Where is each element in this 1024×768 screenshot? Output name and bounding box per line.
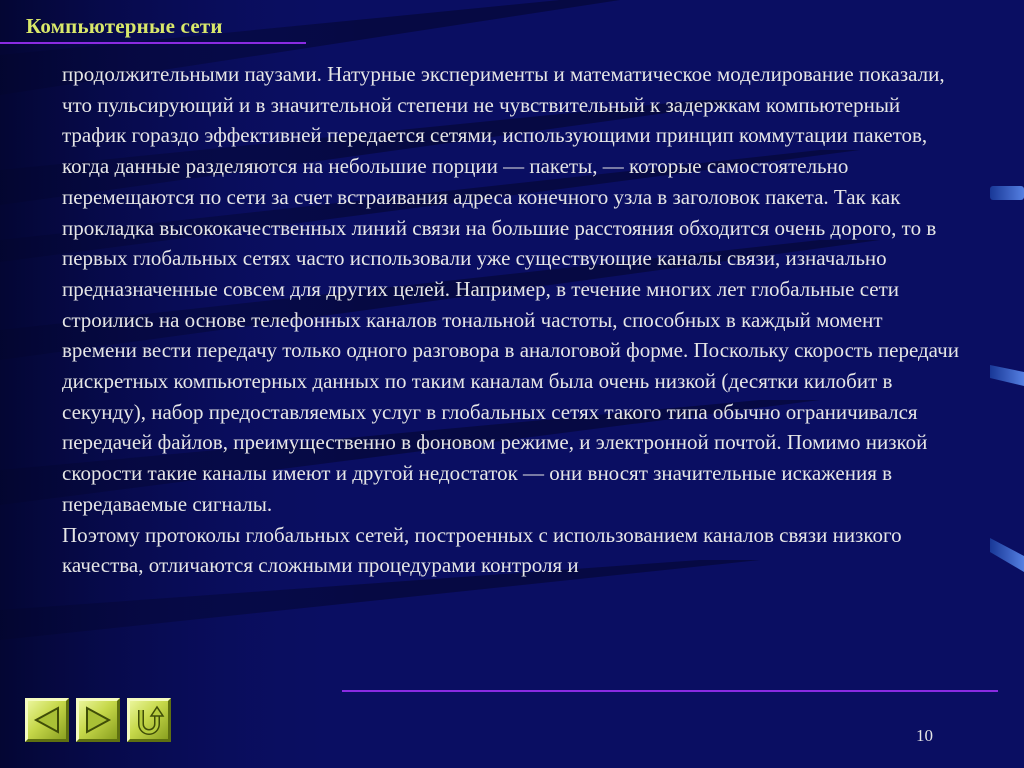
page-number: 10 [916, 726, 933, 745]
title-underline [0, 42, 306, 44]
triangle-right-icon [82, 704, 114, 736]
body-text [62, 59, 962, 581]
body-paragraph: продолжительными паузами. Натурные эксперименты и математическое моделирование показали, что пульсирующий и в значительной степени не чувствительный к задержкам компьютерный трафик гораздо эффективней передается сетями, использующими принцип коммутации пакетов, когда данные разделяются на небольшие порции — пакеты, — которые самостоятельно перемещаются по сети за счет встраивания адреса конечного узла в заголовок пакета. Так как прокладка высококачественных линий связи на большие расстояния обходится очень дорого, то в первых глобальных сетях часто использовали уже существующие каналы связи, изначально предназначенные совсем для других целей. Например, в течение многих лет глобальные сети строились на основе телефонных каналов тональной частоты, способных в каждый момент времени вести передачу только одного разговора в аналоговой форме. Поскольку скорость передачи дискретных компьютерных данных по таким каналам была очень низкой (десятки килобит в секунду), набор предоставляемых услуг в глобальных сетях такого типа обычно ограничивался передачей файлов, преимущественно в фоновом режиме, и электронной почтой. Помимо низкой скорости такие каналы имеют и другой недостаток — они вносят значительные искажения в передаваемые сигналы. [62, 62, 959, 516]
u-turn-return-icon [133, 704, 165, 736]
next-slide-button[interactable] [76, 698, 120, 742]
body-paragraph: Поэтому протоколы глобальных сетей, построенных с использованием каналов связи низкого качества, отличаются сложными процедурами контроля и [62, 522, 902, 578]
return-button[interactable] [127, 698, 171, 742]
triangle-left-icon [31, 704, 63, 736]
footer-divider [342, 690, 998, 692]
page-title: Компьютерные сети [26, 14, 223, 38]
previous-slide-button[interactable] [25, 698, 69, 742]
